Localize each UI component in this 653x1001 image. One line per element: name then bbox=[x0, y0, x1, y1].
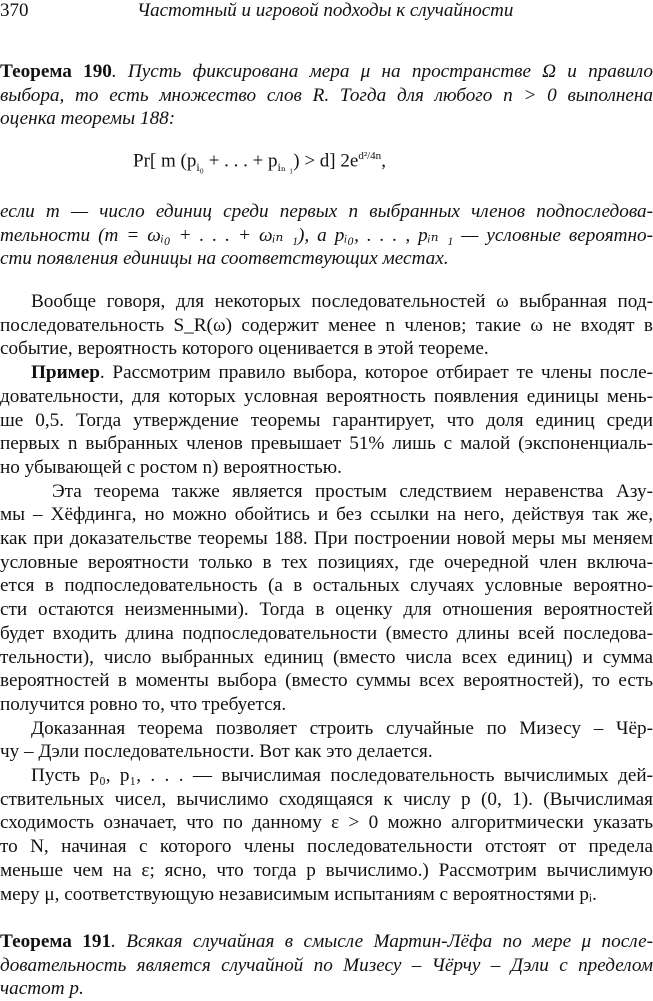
paragraph-2-line-7: будет входить длина подпоследовательности (вместо длины всей последова- bbox=[0, 622, 653, 644]
theorem-191-label: Теорема 191 bbox=[0, 931, 112, 952]
formula-exponent: d²/4n bbox=[358, 150, 382, 162]
paragraph-2-line-5: ется в подпоследовательность (а в остальных случаях условные вероятно- bbox=[0, 575, 653, 597]
paragraph-4-line-5: меньше чем на ε; ясно, что тогда p вычислимо.) Рассмотрим вычислимую bbox=[0, 859, 653, 881]
paragraph-2-line-1: Эта теорема также является простым следствием неравенства Азу- bbox=[52, 480, 653, 502]
paragraph-2-line-8: тельности), число выбранных единиц (вместо числа всех единиц) и сумма bbox=[0, 646, 653, 668]
paragraph-4-line-2: ствительных чисел, вычислимо сходящаяся к числу p (0, 1). (Вычислимая bbox=[0, 788, 653, 810]
paragraph-2-line-9: вероятностей в моменты выбора (вместо суммы всех вероятностей), то есть bbox=[0, 670, 653, 692]
paragraph-2-line-10: получится ровно то, что требуется. bbox=[0, 693, 287, 715]
paragraph-3-line-1: Доказанная теорема позволяет строить случайные по Мизесу – Чёр- bbox=[31, 717, 653, 739]
theorem-191-line-3: частот p. bbox=[0, 978, 84, 1000]
page-number: 370 bbox=[0, 0, 29, 21]
paragraph-1-line-3: событие, вероятность которого оценивается в этой теореме. bbox=[0, 338, 489, 360]
example-label: Пример bbox=[31, 362, 100, 384]
theorem-191 bbox=[0, 930, 653, 1001]
condition-line-3: сти появления единицы на соответствующих местах. bbox=[0, 248, 449, 270]
theorem-190-line-1 bbox=[0, 60, 653, 84]
paragraph-4-line-3: сходимость означает, что по данному ε > 0 можно алгоритмически указать bbox=[0, 812, 653, 834]
formula-sub-1: iₙ ₁ bbox=[277, 160, 294, 175]
formula-sub-0: i₀ bbox=[196, 160, 204, 175]
display-formula bbox=[133, 150, 386, 175]
theorem-190-line-1-text: . Пусть фиксирована мера μ на пространстве Ω и правило bbox=[111, 61, 653, 82]
theorem-190-line-3: оценка теоремы 188: bbox=[0, 108, 176, 130]
theorem-190-label: Теорема 190 bbox=[0, 61, 112, 82]
paragraph-1 bbox=[0, 290, 653, 906]
example-line-2: довательности, для которых условная вероятность появления единицы мень- bbox=[0, 385, 653, 407]
condition-line-2: тельности (m = ωᵢ₀ + . . . + ωᵢₙ ₁), а pᵢ₀, . . . , pᵢₙ ₁ — условные вероятно- bbox=[0, 224, 653, 246]
paragraph-2-line-2: мы – Хёфдинга, но можно обойтись и без ссылки на него, действуя так же, bbox=[0, 504, 653, 526]
theorem-191-line-1-text: . Всякая случайная в смысле Мартин-Лёфа по мере μ после- bbox=[111, 931, 653, 952]
paragraph-1-line-1: Вообще говоря, для некоторых последовательностей ω выбранная под- bbox=[31, 291, 653, 312]
running-title: Частотный и игровой подходы к случайности bbox=[137, 0, 514, 21]
example-line-3: ше 0,5. Тогда утверждение теоремы гарантирует, что доля единиц среди bbox=[0, 409, 653, 431]
paragraph-3-line-2: чу – Дэли последовательности. Вот как это делается. bbox=[0, 741, 433, 763]
paragraph-4-line-4: то N, начиная с которого члены последовательности отстоят от предела bbox=[0, 836, 653, 858]
condition-line-1: если m — число единиц среди первых n выбранных членов подпоследова- bbox=[0, 201, 653, 222]
paragraph-2-line-3: как при доказательстве теоремы 188. При построении новой меры мы меняем bbox=[0, 528, 653, 550]
example-line-1-text: . Рассмотрим правило выбора, которое отбирает те члены после- bbox=[99, 362, 653, 384]
example-line-4: первых n выбранных членов превышает 51% лишь с малой (экспоненциаль- bbox=[0, 433, 653, 455]
theorem-191-line-1 bbox=[0, 930, 653, 954]
example-line-1 bbox=[0, 361, 653, 385]
formula-text: Pr[ m (p bbox=[133, 150, 197, 172]
theorem-190-condition bbox=[0, 200, 653, 271]
paragraph-4-line-1: Пусть p₀, p₁, . . . — вычислимая последовательность вычислимых дей- bbox=[31, 765, 653, 787]
example-line-5: но убывающей с ростом n) вероятностью. bbox=[0, 456, 342, 478]
formula-rest: ) > d] 2e bbox=[293, 150, 359, 172]
paragraph-2-line-6: сти остаются неизменными). Тогда в оценку для отношения вероятностей bbox=[0, 599, 653, 621]
theorem-190-line-2: выбора, то есть множество слов R. Тогда для любого n > 0 выполнена bbox=[0, 84, 653, 106]
paragraph-1-line-2: последовательность S_R(ω) содержит менее n членов; такие ω не входят в bbox=[0, 314, 653, 336]
formula-tail: , bbox=[381, 150, 386, 172]
paragraph-4-line-6: меру μ, соответствующую независимым испытаниям с вероятностями pᵢ. bbox=[0, 883, 597, 905]
theorem-190 bbox=[0, 60, 653, 131]
paragraph-2-line-4: условные вероятности только в тех позициях, где очередной член включа- bbox=[0, 551, 653, 573]
page-header bbox=[0, 0, 653, 22]
theorem-191-line-2: довательность является случайной по Мизесу – Чёрчу – Дэли с пределом bbox=[0, 954, 653, 976]
formula-mid: + . . . + p bbox=[203, 150, 278, 172]
